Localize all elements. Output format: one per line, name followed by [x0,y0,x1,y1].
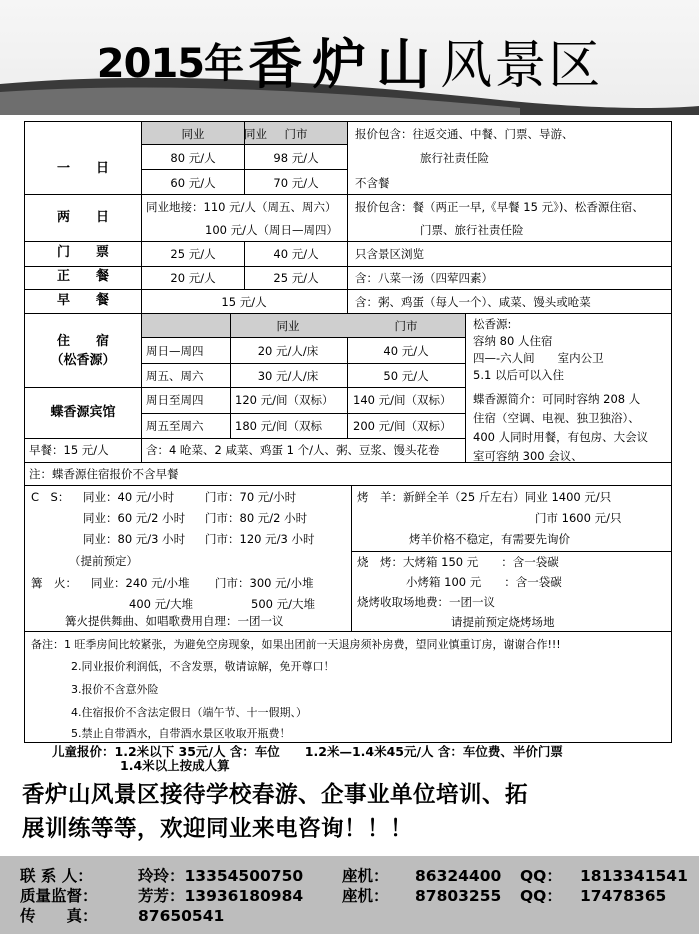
diexiang-days-weekend: 周五至周六 [146,419,204,433]
promo-line-2: 展训练等等，欢迎同业来电咨询！！！ [22,816,414,842]
lodging-days-weekday: 周日—周四 [146,344,204,358]
lodging-col-same: 同业 [276,319,300,333]
bonfire-gate-large: 500 元/大堆 [251,597,315,611]
remark-line: 2.同业报价利润低，不含发票，敬请谅解，免开尊口！ [71,660,335,673]
cs-same-price: 同业：40 元/小时 [83,490,175,504]
row-label-breakfast: 早 餐 [56,293,110,308]
contact-phone[interactable]: 玲玲：13354500750 [138,867,304,885]
title-year: 2015年 [96,41,244,87]
day1-no-meal: 不含餐 [355,176,390,190]
breakfast-price: 15 元/人 [221,295,267,309]
bonfire-gate-small: 门市：300 元/小堆 [215,576,314,590]
diexiang-gate-weekday: 140 元/间（双标） [353,393,452,407]
roast-lamb-gate-price: 门市 1600 元/只 [535,511,622,525]
contact-label: 质量监督： [20,887,98,905]
remark-line: 3.报价不含意外险 [71,683,159,696]
landline-number[interactable]: 87803255 [415,887,502,905]
bonfire-same-small: 同业：240 元/小堆 [91,576,190,590]
contact-phone[interactable]: 芳芳：13936180984 [138,887,304,905]
child-price-line-1: 儿童报价：1.2米以下 35元/人 含：车位 1.2米—1.4米45元/人 含：车位费、半价门票 [52,744,563,759]
contact-label: 联 系 人： [20,867,93,885]
landline-number[interactable]: 86324400 [415,867,502,885]
cs-same-price: 同业：80 元/3 小时 [83,532,186,546]
day1-includes-1: 报价包含：往返交通、中餐、门票、导游、 [355,127,574,141]
cs-gate-price: 门市：70 元/小时 [205,490,297,504]
row-label-lodging: 住 宿 [56,334,110,349]
row-label-one-day: 一 日 [56,161,110,176]
title-scenic-name: 香炉山 [248,32,441,96]
cs-label: C S： [31,490,70,504]
remark-line: 4.住宿报价不含法定假日（端午节、十一假期、） [71,706,307,719]
day1-includes-2: 旅行社责任险 [420,151,489,165]
promo-line-1: 香炉山风景区接待学校春游、企事业单位培训、拓 [22,782,529,808]
child-price-line-2: 1.4米以上按成人算 [120,758,230,773]
fax-number[interactable]: 87650541 [138,907,225,925]
day1-same-price-2: 60 元/人 [170,176,216,190]
diexiang-info-line: 400 人同时用餐，有包房、大会议 [473,430,649,444]
qq-number[interactable]: 17478365 [580,887,667,905]
remark-line: 备注：1 旺季房间比较紧张，为避免空房现象，如果出团前一天退房须补房费，望同业慎重订房，谢谢合作!!! [31,638,561,651]
lodging-same-weekend: 30 元/人/床 [257,369,319,383]
cs-gate-price: 门市：120 元/3 小时 [205,532,315,546]
diexiang-info-line: 蝶香源简介：可同时容纳 208 人 [473,392,641,406]
lodging-days-weekend: 周五、周六 [146,369,204,383]
meal-note: 含：八菜一汤（四荤四素） [355,271,493,285]
promo-text [22,778,692,846]
lodging-gate-weekday: 40 元/人 [383,344,429,358]
lodging-same-weekday: 20 元/人/床 [257,344,319,358]
day2-price-2: 100 元/人（周日—周四） [205,223,338,237]
row-label-lodging-venue: （松香源） [50,353,116,368]
cs-gate-price: 门市：80 元/2 小时 [205,511,308,525]
ticket-note: 只含景区浏览 [355,247,424,261]
row-label-ticket: 门 票 [56,245,110,260]
bonfire-note: 篝火提供舞曲、如唱歌费用自理：一团一议 [65,614,284,628]
child-price [52,745,563,773]
bbq-note: 请提前预定烧烤场地 [451,615,555,629]
bbq-site-fee: 烧烤收取场地费：一团一议 [357,595,495,609]
col-header-same: 同业 [181,127,205,141]
fax-label: 传 真： [20,907,98,925]
diexiang-same-weekday: 120 元/间（双标） [235,393,334,407]
header-banner [0,0,699,115]
diexiang-same-weekend: 180 元/间（双标 [235,419,322,433]
diexiang-breakfast-price: 早餐：15 元/人 [29,443,109,457]
bonfire-same-large: 400 元/大堆 [129,597,193,611]
row-label-two-day: 两 日 [56,210,110,225]
meal-same-price: 20 元/人 [170,271,216,285]
cs-note: （提前预定） [69,554,138,568]
diexiang-breakfast-content: 含：4 呛菜、2 咸菜、鸡蛋 1 个/人、粥、豆浆、馒头花卷 [146,443,440,457]
bbq-small-oven: 小烤箱 100 元 ：含一袋碳 [406,575,562,589]
day1-gate-price-2: 70 元/人 [273,176,319,190]
roast-lamb-price: 烤 羊：新鲜全羊（25 斤左右）同业 1400 元/只 [357,490,612,504]
price-table [24,121,672,743]
cs-same-price: 同业：60 元/2 小时 [83,511,186,525]
lodging-info-line: 5.1 以后可以入住 [473,368,564,382]
day1-gate-price-1: 98 元/人 [273,151,319,165]
diexiang-gate-weekend: 200 元/间（双标） [353,419,452,433]
diexiang-info-line: 住宿（空调、电视、独卫独浴）、 [473,411,640,425]
lodging-info-line: 松香源: [473,317,512,331]
remark-line: 5.禁止自带酒水，自带酒水景区收取开瓶费！ [71,727,291,740]
col-header-same: 同业 [244,127,267,141]
breakfast-note: 含：粥、鸡蛋（每人一个）、咸菜、馒头或呛菜 [355,295,591,309]
lodging-gate-weekend: 50 元/人 [383,369,429,383]
row-label-diexiang-hotel: 蝶香源宾馆 [50,405,116,420]
lodging-info-line: 容纳 80 人住宿 [473,334,553,348]
day2-includes-1: 报价包含：餐（两正一早,《早餐 15 元》)、松香源住宿、 [355,200,644,214]
lodging-col-gate: 门市 [394,319,418,333]
landline-label: 座机： [342,867,389,885]
row-label-meal: 正 餐 [56,269,110,284]
qq-label: QQ： [520,887,562,905]
roast-lamb-note: 烤羊价格不稳定，有需要先询价 [409,532,570,546]
day2-includes-2: 门票、旅行社责任险 [420,223,524,237]
bbq-large-oven: 烧 烤：大烤箱 150 元 ：含一袋碳 [357,555,559,569]
lodging-info-line: 四—-六人间 室内公卫 [473,351,604,365]
diexiang-note: 注：蝶香源住宿报价不含早餐 [29,467,179,481]
landline-label: 座机： [342,887,389,905]
title-suffix: 风景区 [440,36,603,96]
ticket-gate-price: 40 元/人 [273,247,319,261]
page-title [0,22,699,99]
ticket-same-price: 25 元/人 [170,247,216,261]
diexiang-info-line: 室可容纳 300 会议、 [473,449,583,463]
meal-gate-price: 25 元/人 [273,271,319,285]
qq-label: QQ： [520,867,562,885]
bonfire-label: 篝 火： [31,576,77,590]
col-header-gate: 门市 [284,127,308,141]
qq-number[interactable]: 1813341541 [580,867,688,885]
day2-price-1: 同业地接：110 元/人（周五、周六） [146,200,337,214]
day1-same-price-1: 80 元/人 [170,151,216,165]
diexiang-days-weekday: 周日至周四 [146,393,204,407]
